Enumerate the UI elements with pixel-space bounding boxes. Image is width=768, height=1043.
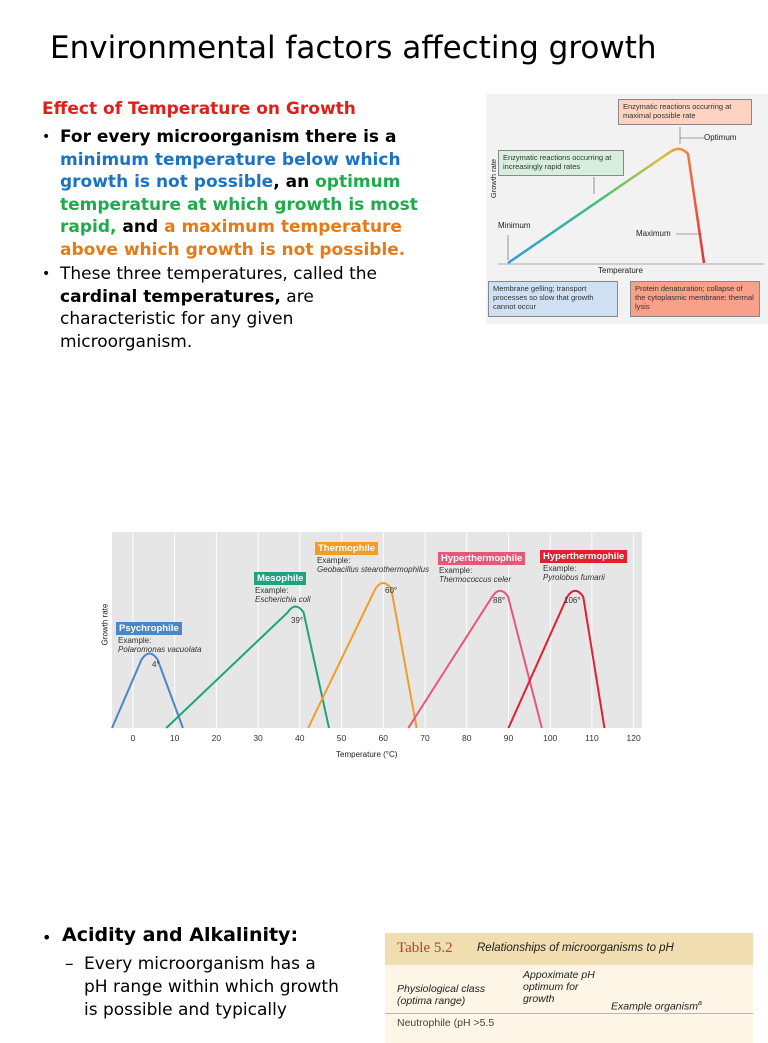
hyperthermophile-tag-2: Hyperthermophile: [540, 550, 627, 563]
x-tick-label: 50: [336, 733, 347, 743]
minimum-temperature-text: minimum temperature below which: [60, 149, 401, 170]
sub-bullet-dash: –: [65, 954, 74, 974]
hyperthermophile-tag-1: Hyperthermophile: [438, 552, 525, 565]
x-tick-label: 10: [169, 733, 180, 743]
y-axis-label: Growth rate: [100, 603, 110, 646]
column-header-example: [611, 998, 702, 1013]
mesophile-optimum: 39°: [291, 616, 304, 625]
x-tick-label: 110: [585, 733, 599, 743]
column-header-class: Physiological class (optima range): [397, 983, 486, 1007]
cardinal-temperature-diagram: [486, 94, 768, 324]
column-header-example-text: Example organism: [611, 1000, 698, 1013]
example-label: Example:: [317, 556, 351, 565]
minimum-temperature-text-end: growth is not possible: [60, 172, 274, 192]
optimum-temperature-text-end: rapid,: [60, 217, 117, 237]
text-segment: characteristic for any given: [60, 309, 294, 329]
bullet-cardinal-temperatures: [60, 126, 460, 261]
example-label: Example:: [255, 586, 289, 595]
text-segment: is possible and typically: [84, 1000, 287, 1020]
enzymatic-max-note: Enzymatic reactions occurring at maximal possible rate: [618, 99, 752, 125]
mesophile-example: [255, 586, 311, 604]
text-segment: , an: [273, 172, 316, 192]
sub-bullet-ph-range: [84, 953, 374, 1022]
table-number: Table 5.2: [397, 940, 453, 956]
x-tick-label: 40: [295, 733, 305, 743]
x-axis-label: Temperature (°C): [336, 750, 398, 759]
x-tick-label: 30: [253, 733, 263, 743]
table-row-neutrophile: Neutrophile (pH >5.5: [397, 1017, 495, 1029]
maximum-label: Maximum: [636, 229, 671, 238]
x-axis-label: Temperature: [598, 266, 643, 275]
text-segment: pH range within which growth: [84, 977, 339, 997]
example-label: Example:: [118, 636, 152, 645]
optimum-label: Optimum: [704, 133, 737, 142]
text-segment: For every microorganism there is a: [60, 127, 397, 147]
x-tick-label: 90: [503, 733, 514, 743]
text-segment: and: [116, 217, 165, 237]
protein-denaturation-note: Protein denaturation; collapse of the cytoplasmic membrane; thermal lysis: [630, 281, 760, 317]
page-title: Environmental factors affecting growth: [50, 30, 657, 66]
text-segment: are: [280, 286, 314, 307]
text-segment: Every microorganism has a: [84, 954, 316, 974]
x-tick-label: 70: [420, 733, 430, 743]
thermophile-organism: Geobacillus stearothermophilus: [317, 565, 430, 574]
text-segment: microorganism.: [60, 331, 193, 352]
table-caption-band: [385, 933, 753, 965]
section-heading-temperature: Effect of Temperature on Growth: [42, 99, 356, 119]
minimum-label: Minimum: [498, 221, 531, 230]
hyperthermophile-example-1: [439, 566, 511, 584]
mesophile-tag: Mesophile: [254, 572, 306, 585]
psychrophile-tag: Psychrophile: [116, 622, 182, 635]
bullet-cardinal-definition: [60, 263, 460, 353]
bullet-dot: •: [42, 928, 52, 947]
hyperthermophile-example-2: [543, 564, 605, 582]
bullet-dot: •: [42, 129, 51, 145]
x-tick-label: 100: [543, 733, 558, 743]
psychrophile-example: [118, 636, 202, 654]
thermophile-optimum: 60°: [385, 586, 398, 595]
cardinal-temperatures-term: cardinal temperatures,: [60, 286, 281, 307]
maximum-temperature-text: a maximum temperature: [164, 217, 402, 237]
column-header-ph-optimum: Appoximate pH optimum for growth: [523, 969, 595, 1005]
thermophile-example: [317, 556, 429, 574]
table-caption: Relationships of microorganisms to pH: [477, 942, 674, 954]
example-label: Example:: [439, 566, 473, 575]
hyperthermophile-organism-1: Thermococcus celer: [439, 575, 512, 584]
example-label: Example:: [543, 564, 577, 573]
optimum-temperature-text-mid: temperature at which growth is most: [60, 194, 418, 215]
footnote-marker: a: [697, 1000, 702, 1007]
mesophile-organism: Escherichia coli: [255, 595, 311, 604]
temperature-classes-chart: [98, 530, 648, 762]
enzymatic-rapid-note: Enzymatic reactions occurring at increasingly rapid rates: [498, 150, 624, 176]
x-tick-label: 60: [378, 733, 388, 743]
y-axis-label: Growth rate: [489, 158, 499, 199]
psychrophile-organism: Polaromonas vacuolata: [118, 645, 202, 654]
table-ph-relationships: [385, 933, 753, 1043]
x-tick-label: 20: [211, 733, 222, 743]
section-heading-acidity: Acidity and Alkalinity:: [62, 924, 299, 946]
hyperthermophile-organism-2: Pyrolobus fumarii: [543, 573, 605, 582]
text-segment: These three temperatures, called the: [60, 264, 377, 284]
membrane-gelling-note: Membrane gelling; transport processes so slow that growth cannot occur: [488, 281, 618, 317]
hyperthermophile-optimum-2: 106°: [564, 596, 581, 605]
psychrophile-optimum: 4°: [152, 660, 160, 669]
optimum-temperature-text: optimum: [315, 172, 401, 192]
maximum-temperature-text-end: above which growth is not possible.: [60, 239, 406, 260]
x-tick-label: 80: [461, 733, 472, 743]
hyperthermophile-optimum-1: 88°: [493, 596, 506, 605]
thermophile-tag: Thermophile: [315, 542, 378, 555]
header-divider: [385, 1013, 753, 1014]
bullet-dot: •: [42, 266, 51, 282]
x-tick-label: 120: [626, 733, 641, 743]
x-tick-label: 0: [130, 733, 136, 743]
